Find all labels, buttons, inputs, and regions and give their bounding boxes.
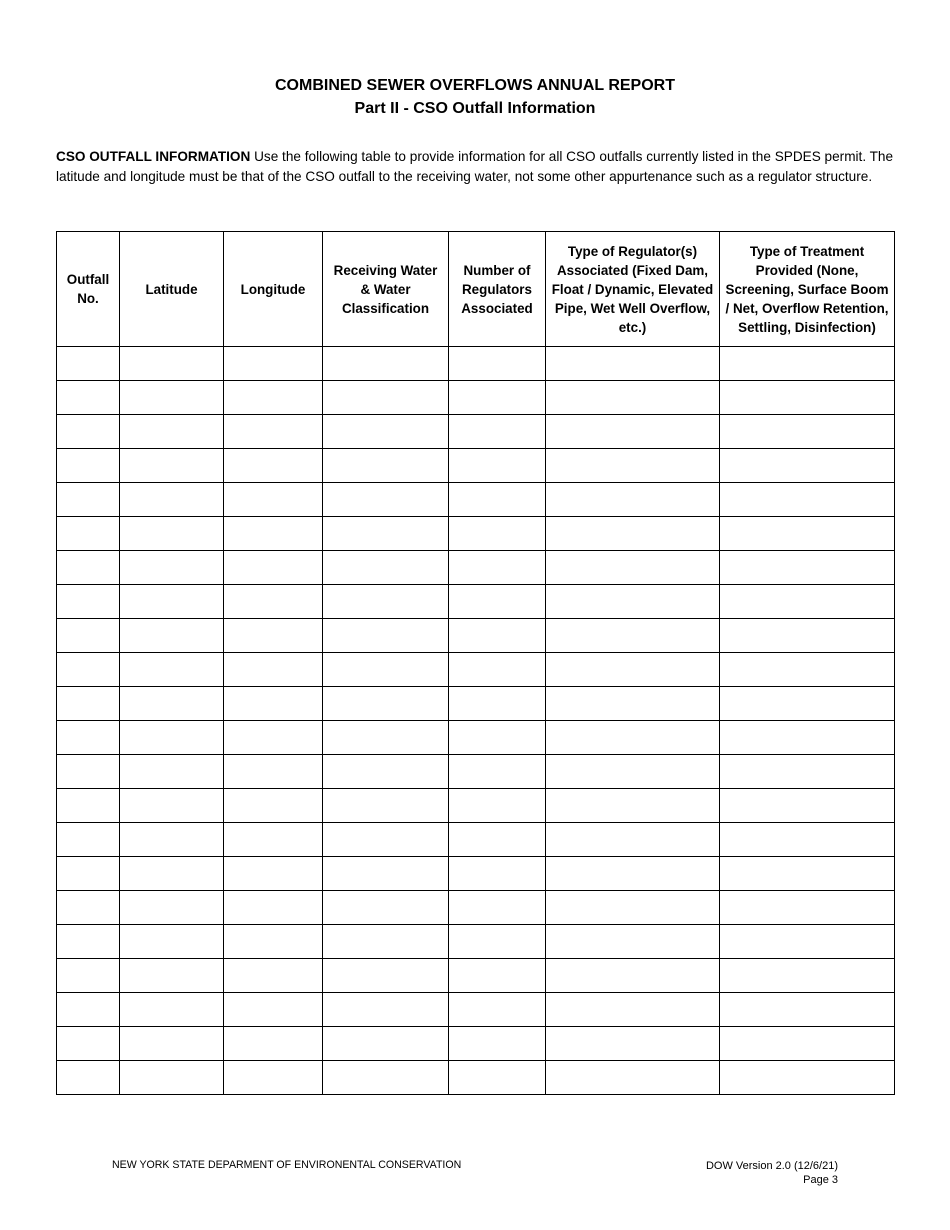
cell-type-of-treatment[interactable] (720, 381, 895, 415)
cell-number-of-regulators[interactable] (449, 585, 546, 619)
cell-receiving-water[interactable] (323, 619, 449, 653)
cell-number-of-regulators[interactable] (449, 653, 546, 687)
cell-latitude[interactable] (120, 517, 224, 551)
col-header-number-of-regulators: Number of Regulators Associated (449, 232, 546, 347)
cell-type-of-treatment[interactable] (720, 517, 895, 551)
cell-number-of-regulators[interactable] (449, 721, 546, 755)
cell-number-of-regulators[interactable] (449, 517, 546, 551)
table-header-row (57, 232, 895, 347)
cell-receiving-water[interactable] (323, 1027, 449, 1061)
cell-latitude[interactable] (120, 993, 224, 1027)
cell-type-of-regulator[interactable] (546, 449, 720, 483)
cell-longitude[interactable] (224, 619, 323, 653)
cell-receiving-water[interactable] (323, 415, 449, 449)
cell-type-of-treatment[interactable] (720, 891, 895, 925)
footer-right (700, 1159, 838, 1187)
col-header-latitude: Latitude (120, 232, 224, 347)
cell-outfall-no[interactable] (57, 517, 120, 551)
cell-latitude[interactable] (120, 755, 224, 789)
cell-number-of-regulators[interactable] (449, 687, 546, 721)
cell-longitude[interactable] (224, 347, 323, 381)
cell-outfall-no[interactable] (57, 857, 120, 891)
cell-type-of-regulator[interactable] (546, 381, 720, 415)
cell-longitude[interactable] (224, 585, 323, 619)
cell-latitude[interactable] (120, 619, 224, 653)
cell-number-of-regulators[interactable] (449, 381, 546, 415)
cell-number-of-regulators[interactable] (449, 755, 546, 789)
cell-receiving-water[interactable] (323, 551, 449, 585)
cell-number-of-regulators[interactable] (449, 483, 546, 517)
cell-number-of-regulators[interactable] (449, 891, 546, 925)
table-row (57, 517, 895, 551)
table-row (57, 347, 895, 381)
table-row (57, 1061, 895, 1095)
table-row (57, 823, 895, 857)
table-row (57, 483, 895, 517)
cell-type-of-regulator[interactable] (546, 823, 720, 857)
cell-outfall-no[interactable] (57, 619, 120, 653)
cell-type-of-regulator[interactable] (546, 585, 720, 619)
cell-outfall-no[interactable] (57, 1027, 120, 1061)
cell-outfall-no[interactable] (57, 483, 120, 517)
title-line-1: COMBINED SEWER OVERFLOWS ANNUAL REPORT (274, 77, 675, 94)
cell-number-of-regulators[interactable] (449, 823, 546, 857)
cell-number-of-regulators[interactable] (449, 1027, 546, 1061)
cell-longitude[interactable] (224, 789, 323, 823)
intro-text: Use the following table to provide information for all CSO outfalls currently listed in the SPDES permit. The latitude and longitude must be that of the CSO outfall to the receiving water, not some other appurtenance such as a regulator structure. (56, 149, 894, 184)
table-row (57, 653, 895, 687)
cell-longitude[interactable] (224, 1027, 323, 1061)
cell-latitude[interactable] (120, 687, 224, 721)
cell-type-of-treatment[interactable] (720, 483, 895, 517)
cell-receiving-water[interactable] (323, 857, 449, 891)
table-row (57, 891, 895, 925)
cell-number-of-regulators[interactable] (449, 347, 546, 381)
cell-latitude[interactable] (120, 1027, 224, 1061)
cell-receiving-water[interactable] (323, 653, 449, 687)
cell-type-of-treatment[interactable] (720, 925, 895, 959)
cell-outfall-no[interactable] (57, 823, 120, 857)
cell-latitude[interactable] (120, 653, 224, 687)
cell-latitude[interactable] (120, 585, 224, 619)
cell-type-of-regulator[interactable] (546, 551, 720, 585)
cell-receiving-water[interactable] (323, 789, 449, 823)
cell-type-of-regulator[interactable] (546, 687, 720, 721)
cell-type-of-treatment[interactable] (720, 755, 895, 789)
cell-number-of-regulators[interactable] (449, 1061, 546, 1095)
cell-type-of-regulator[interactable] (546, 721, 720, 755)
cell-type-of-regulator[interactable] (546, 619, 720, 653)
cell-type-of-treatment[interactable] (720, 1027, 895, 1061)
cell-longitude[interactable] (224, 1061, 323, 1095)
table-row (57, 755, 895, 789)
cell-outfall-no[interactable] (57, 585, 120, 619)
cell-receiving-water[interactable] (323, 449, 449, 483)
cell-latitude[interactable] (120, 483, 224, 517)
table-row (57, 993, 895, 1027)
cell-longitude[interactable] (224, 687, 323, 721)
cell-outfall-no[interactable] (57, 653, 120, 687)
footer-version: DOW Version 2.0 (12/6/21) (705, 1160, 838, 1172)
cell-longitude[interactable] (224, 857, 323, 891)
footer-page-number: Page 3 (803, 1174, 838, 1186)
cell-latitude[interactable] (120, 347, 224, 381)
cell-latitude[interactable] (120, 449, 224, 483)
cell-latitude[interactable] (120, 1061, 224, 1095)
cell-number-of-regulators[interactable] (449, 551, 546, 585)
cell-latitude[interactable] (120, 891, 224, 925)
cell-type-of-treatment[interactable] (720, 585, 895, 619)
cell-type-of-regulator[interactable] (546, 891, 720, 925)
cell-type-of-treatment[interactable] (720, 789, 895, 823)
intro-bold-lead: CSO OUTFALL INFORMATION (56, 149, 251, 164)
cell-latitude[interactable] (120, 789, 224, 823)
table-row (57, 1027, 895, 1061)
outfall-table (56, 231, 895, 1095)
table-body (57, 347, 895, 1095)
cell-latitude[interactable] (120, 721, 224, 755)
cell-longitude[interactable] (224, 653, 323, 687)
table-row (57, 925, 895, 959)
cell-longitude[interactable] (224, 925, 323, 959)
cell-number-of-regulators[interactable] (449, 925, 546, 959)
cell-type-of-regulator[interactable] (546, 857, 720, 891)
cell-latitude[interactable] (120, 415, 224, 449)
cell-longitude[interactable] (224, 517, 323, 551)
intro-paragraph (56, 147, 896, 187)
cell-receiving-water[interactable] (323, 381, 449, 415)
cell-type-of-treatment[interactable] (720, 857, 895, 891)
cell-type-of-regulator[interactable] (546, 653, 720, 687)
cell-type-of-regulator[interactable] (546, 517, 720, 551)
cell-type-of-treatment[interactable] (720, 721, 895, 755)
table-row (57, 687, 895, 721)
cell-outfall-no[interactable] (57, 993, 120, 1027)
cell-type-of-regulator[interactable] (546, 925, 720, 959)
cell-number-of-regulators[interactable] (449, 415, 546, 449)
cell-longitude[interactable] (224, 993, 323, 1027)
cell-type-of-treatment[interactable] (720, 619, 895, 653)
cell-longitude[interactable] (224, 891, 323, 925)
cell-receiving-water[interactable] (323, 721, 449, 755)
cell-outfall-no[interactable] (57, 551, 120, 585)
cell-number-of-regulators[interactable] (449, 857, 546, 891)
cell-type-of-treatment[interactable] (720, 653, 895, 687)
cell-outfall-no[interactable] (57, 789, 120, 823)
cell-number-of-regulators[interactable] (449, 959, 546, 993)
cell-type-of-regulator[interactable] (546, 1061, 720, 1095)
cell-number-of-regulators[interactable] (449, 619, 546, 653)
cell-receiving-water[interactable] (323, 585, 449, 619)
cell-type-of-treatment[interactable] (720, 823, 895, 857)
cell-type-of-regulator[interactable] (546, 347, 720, 381)
cell-latitude[interactable] (120, 959, 224, 993)
cell-latitude[interactable] (120, 857, 224, 891)
cell-type-of-regulator[interactable] (546, 483, 720, 517)
cell-longitude[interactable] (224, 755, 323, 789)
cell-outfall-no[interactable] (57, 449, 120, 483)
cell-number-of-regulators[interactable] (449, 789, 546, 823)
cell-longitude[interactable] (224, 381, 323, 415)
cell-receiving-water[interactable] (323, 483, 449, 517)
cell-receiving-water[interactable] (323, 891, 449, 925)
cell-receiving-water[interactable] (323, 959, 449, 993)
cell-type-of-treatment[interactable] (720, 993, 895, 1027)
cell-type-of-treatment[interactable] (720, 449, 895, 483)
col-header-longitude: Longitude (224, 232, 323, 347)
table-row (57, 721, 895, 755)
cell-outfall-no[interactable] (57, 381, 120, 415)
table-row (57, 415, 895, 449)
cell-type-of-regulator[interactable] (546, 993, 720, 1027)
cell-receiving-water[interactable] (323, 823, 449, 857)
table-row (57, 585, 895, 619)
cell-receiving-water[interactable] (323, 925, 449, 959)
cell-type-of-regulator[interactable] (546, 755, 720, 789)
cell-latitude[interactable] (120, 823, 224, 857)
cell-type-of-regulator[interactable] (546, 959, 720, 993)
cell-outfall-no[interactable] (57, 891, 120, 925)
cell-longitude[interactable] (224, 551, 323, 585)
cell-outfall-no[interactable] (57, 925, 120, 959)
cell-outfall-no[interactable] (57, 415, 120, 449)
cell-outfall-no[interactable] (57, 721, 120, 755)
table-row (57, 619, 895, 653)
cell-type-of-treatment[interactable] (720, 1061, 895, 1095)
cell-longitude[interactable] (224, 483, 323, 517)
col-header-type-of-treatment: Type of Treatment Provided (None, Screening, Surface Boom / Net, Overflow Retention, Settling, Disinfection) (720, 232, 895, 347)
cell-type-of-regulator[interactable] (546, 415, 720, 449)
table-row (57, 449, 895, 483)
cell-receiving-water[interactable] (323, 517, 449, 551)
cell-receiving-water[interactable] (323, 687, 449, 721)
cell-latitude[interactable] (120, 925, 224, 959)
cell-latitude[interactable] (120, 381, 224, 415)
cell-type-of-treatment[interactable] (720, 687, 895, 721)
title-line-2: Part II - CSO Outfall Information (354, 100, 596, 117)
cell-receiving-water[interactable] (323, 993, 449, 1027)
table-row (57, 551, 895, 585)
cell-outfall-no[interactable] (57, 755, 120, 789)
cell-longitude[interactable] (224, 415, 323, 449)
cell-outfall-no[interactable] (57, 959, 120, 993)
table-row (57, 857, 895, 891)
table-row (57, 959, 895, 993)
footer-agency: NEW YORK STATE DEPARMENT OF ENVIRONENTAL CONSERVATION (112, 1159, 462, 1171)
cell-longitude[interactable] (224, 823, 323, 857)
cell-receiving-water[interactable] (323, 347, 449, 381)
table-row (57, 789, 895, 823)
cell-type-of-treatment[interactable] (720, 415, 895, 449)
cell-latitude[interactable] (120, 551, 224, 585)
col-header-outfall-no: Outfall No. (57, 232, 120, 347)
report-title (0, 74, 950, 120)
table-row (57, 381, 895, 415)
cell-receiving-water[interactable] (323, 755, 449, 789)
cell-type-of-regulator[interactable] (546, 1027, 720, 1061)
cell-longitude[interactable] (224, 721, 323, 755)
col-header-receiving-water: Receiving Water & Water Classification (323, 232, 449, 347)
col-header-type-of-regulator: Type of Regulator(s) Associated (Fixed Dam, Float / Dynamic, Elevated Pipe, Wet Well Overflow, etc.) (546, 232, 720, 347)
cell-outfall-no[interactable] (57, 347, 120, 381)
cell-type-of-regulator[interactable] (546, 789, 720, 823)
cell-outfall-no[interactable] (57, 687, 120, 721)
cell-longitude[interactable] (224, 449, 323, 483)
cell-type-of-treatment[interactable] (720, 347, 895, 381)
cell-outfall-no[interactable] (57, 1061, 120, 1095)
cell-receiving-water[interactable] (323, 1061, 449, 1095)
cell-longitude[interactable] (224, 959, 323, 993)
cell-number-of-regulators[interactable] (449, 449, 546, 483)
cell-type-of-treatment[interactable] (720, 551, 895, 585)
cell-type-of-treatment[interactable] (720, 959, 895, 993)
cell-number-of-regulators[interactable] (449, 993, 546, 1027)
